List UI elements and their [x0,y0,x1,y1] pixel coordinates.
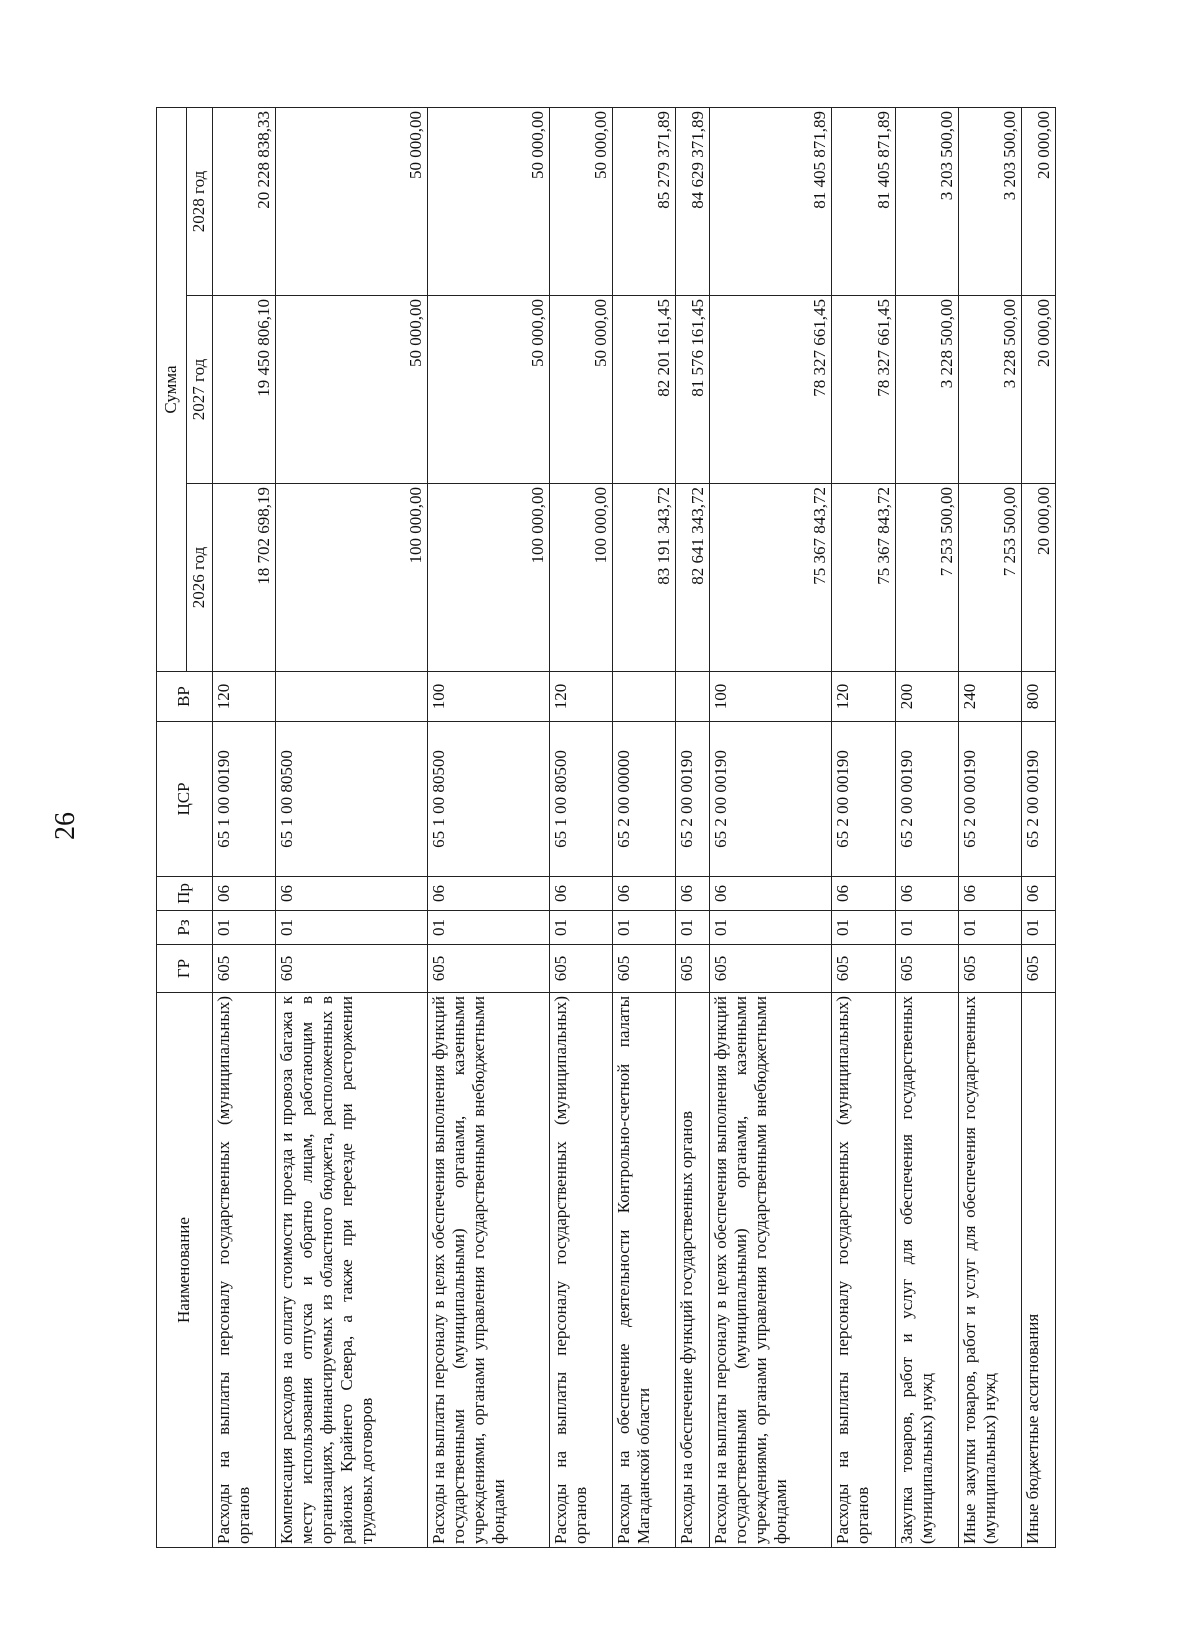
cell-sum-2028: 3 203 500,00 [895,107,958,295]
cell-sum-2028: 20 228 838,33 [213,107,276,295]
cell-csr: 65 2 00 00190 [676,722,710,877]
row-name-text: Расходы на выплаты персоналу государственных (муниципальных) органов [214,996,254,1544]
row-name-text: Закупка товаров, работ и услуг для обеспечения государственных (муниципальных) нужд [896,996,936,1544]
table-row [895,107,958,1547]
cell-pr: 06 [676,877,710,911]
cell-rz: 01 [895,911,958,945]
budget-table [156,107,1056,1548]
cell-name [276,993,428,1548]
cell-sum-2028: 3 203 500,00 [958,107,1021,295]
row-name-text: Иные бюджетные ассигнования [1023,1313,1043,1544]
row-name-text: Компенсация расходов на оплату стоимости проезда и провоза багажа к месту использования отпуска и обратно лицам, работающим в организациях, финансируемых из областного бюджета, расположенных в районах Крайнего Севера, а также при переезде при расторжении трудовых договоров [277,996,377,1544]
table-row [549,107,612,1547]
table-row [1022,107,1056,1547]
cell-sum-2028: 81 405 871,89 [710,107,832,295]
page-number: 26 [50,812,81,840]
table-row [213,107,276,1547]
cell-sum-2028: 84 629 371,89 [676,107,710,295]
header-year-2026: 2026 год [187,484,213,672]
header-pr: Пр [157,877,213,911]
cell-vr [276,672,428,722]
cell-vr: 120 [549,672,612,722]
cell-gr: 605 [895,945,958,993]
row-name-text: Расходы на выплаты персоналу в целях обеспечения выполнения функций государственными (муниципальными) органами, казенными учреждениями, органами управления государственными внебюджетными фондами [711,996,791,1544]
cell-name [676,993,710,1548]
cell-sum-2028: 50 000,00 [549,107,612,295]
header-rz: Рз [157,911,213,945]
header-vr: ВР [157,672,213,722]
cell-gr: 605 [710,945,832,993]
cell-sum-2026: 100 000,00 [427,484,549,672]
cell-csr: 65 2 00 00190 [832,722,895,877]
cell-sum-2028: 50 000,00 [427,107,549,295]
cell-vr [676,672,710,722]
row-name-text: Расходы на выплаты персоналу государственных (муниципальных) органов [833,996,873,1544]
cell-csr: 65 1 00 80500 [276,722,428,877]
cell-rz: 01 [1022,911,1056,945]
cell-name [549,993,612,1548]
cell-sum-2028: 50 000,00 [276,107,428,295]
cell-name [1022,993,1056,1548]
cell-pr: 06 [710,877,832,911]
row-name-text: Расходы на обеспечение деятельности Контрольно-счетной палаты Магаданской области [614,996,654,1544]
table-row [613,107,676,1547]
cell-sum-2026: 75 367 843,72 [710,484,832,672]
cell-pr: 06 [213,877,276,911]
header-name: Наименование [157,993,213,1548]
cell-rz: 01 [427,911,549,945]
cell-sum-2027: 50 000,00 [276,296,428,484]
cell-gr: 605 [613,945,676,993]
cell-sum-2027: 3 228 500,00 [958,296,1021,484]
header-sum: Сумма [157,107,187,671]
cell-gr: 605 [1022,945,1056,993]
cell-sum-2027: 20 000,00 [1022,296,1056,484]
cell-vr: 800 [1022,672,1056,722]
cell-csr: 65 1 00 00190 [213,722,276,877]
cell-vr: 120 [832,672,895,722]
cell-sum-2026: 100 000,00 [549,484,612,672]
row-name-text: Иные закупки товаров, работ и услуг для обеспечения государственных (муниципальных) нужд [959,996,999,1544]
table-row [427,107,549,1547]
cell-gr: 605 [213,945,276,993]
cell-pr: 06 [613,877,676,911]
cell-csr: 65 2 00 00190 [710,722,832,877]
cell-vr: 240 [958,672,1021,722]
cell-vr: 100 [427,672,549,722]
table-frame [156,108,1056,1548]
header-year-2027: 2027 год [187,296,213,484]
row-name-text: Расходы на обеспечение функций государственных органов [677,1110,697,1544]
cell-name [710,993,832,1548]
cell-sum-2027: 50 000,00 [549,296,612,484]
header-gr: ГР [157,945,213,993]
cell-pr: 06 [832,877,895,911]
cell-gr: 605 [832,945,895,993]
cell-pr: 06 [276,877,428,911]
cell-rz: 01 [276,911,428,945]
cell-sum-2026: 18 702 698,19 [213,484,276,672]
cell-csr: 65 2 00 00190 [1022,722,1056,877]
cell-gr: 605 [549,945,612,993]
cell-pr: 06 [958,877,1021,911]
cell-sum-2026: 7 253 500,00 [895,484,958,672]
cell-sum-2027: 50 000,00 [427,296,549,484]
cell-sum-2027: 3 228 500,00 [895,296,958,484]
cell-rz: 01 [213,911,276,945]
table-body [213,107,1056,1547]
cell-rz: 01 [958,911,1021,945]
cell-name [213,993,276,1548]
cell-csr: 65 1 00 80500 [427,722,549,877]
cell-rz: 01 [676,911,710,945]
cell-name [427,993,549,1548]
cell-name [832,993,895,1548]
cell-sum-2026: 20 000,00 [1022,484,1056,672]
header-csr: ЦСР [157,722,213,877]
header-year-2028: 2028 год [187,107,213,295]
cell-sum-2027: 78 327 661,45 [710,296,832,484]
cell-name [958,993,1021,1548]
table-row [276,107,428,1547]
cell-name [613,993,676,1548]
cell-gr: 605 [676,945,710,993]
cell-name [895,993,958,1548]
cell-csr: 65 2 00 00190 [958,722,1021,877]
cell-sum-2026: 100 000,00 [276,484,428,672]
cell-sum-2026: 75 367 843,72 [832,484,895,672]
table-row [676,107,710,1547]
cell-pr: 06 [895,877,958,911]
cell-vr: 120 [213,672,276,722]
row-name-text: Расходы на выплаты персоналу государственных (муниципальных) органов [550,996,590,1544]
cell-sum-2027: 81 576 161,45 [676,296,710,484]
cell-sum-2027: 19 450 806,10 [213,296,276,484]
cell-pr: 06 [549,877,612,911]
cell-gr: 605 [276,945,428,993]
cell-pr: 06 [427,877,549,911]
cell-csr: 65 1 00 80500 [549,722,612,877]
table-row [958,107,1021,1547]
cell-rz: 01 [832,911,895,945]
cell-vr: 100 [710,672,832,722]
cell-sum-2026: 82 641 343,72 [676,484,710,672]
cell-csr: 65 2 00 00000 [613,722,676,877]
cell-pr: 06 [1022,877,1056,911]
cell-sum-2026: 83 191 343,72 [613,484,676,672]
cell-sum-2026: 7 253 500,00 [958,484,1021,672]
cell-rz: 01 [710,911,832,945]
cell-sum-2027: 78 327 661,45 [832,296,895,484]
table-header [157,107,213,1547]
cell-vr: 200 [895,672,958,722]
table-row [832,107,895,1547]
rotated-table-container [156,108,1056,1548]
cell-sum-2028: 20 000,00 [1022,107,1056,295]
cell-gr: 605 [958,945,1021,993]
row-name-text: Расходы на выплаты персоналу в целях обеспечения выполнения функций государственными (муниципальными) органами, казенными учреждениями, органами управления государственными внебюджетными фондами [428,996,508,1544]
cell-sum-2027: 82 201 161,45 [613,296,676,484]
cell-sum-2028: 81 405 871,89 [832,107,895,295]
cell-gr: 605 [427,945,549,993]
cell-csr: 65 2 00 00190 [895,722,958,877]
table-row [710,107,832,1547]
cell-vr [613,672,676,722]
cell-rz: 01 [613,911,676,945]
cell-sum-2028: 85 279 371,89 [613,107,676,295]
cell-rz: 01 [549,911,612,945]
